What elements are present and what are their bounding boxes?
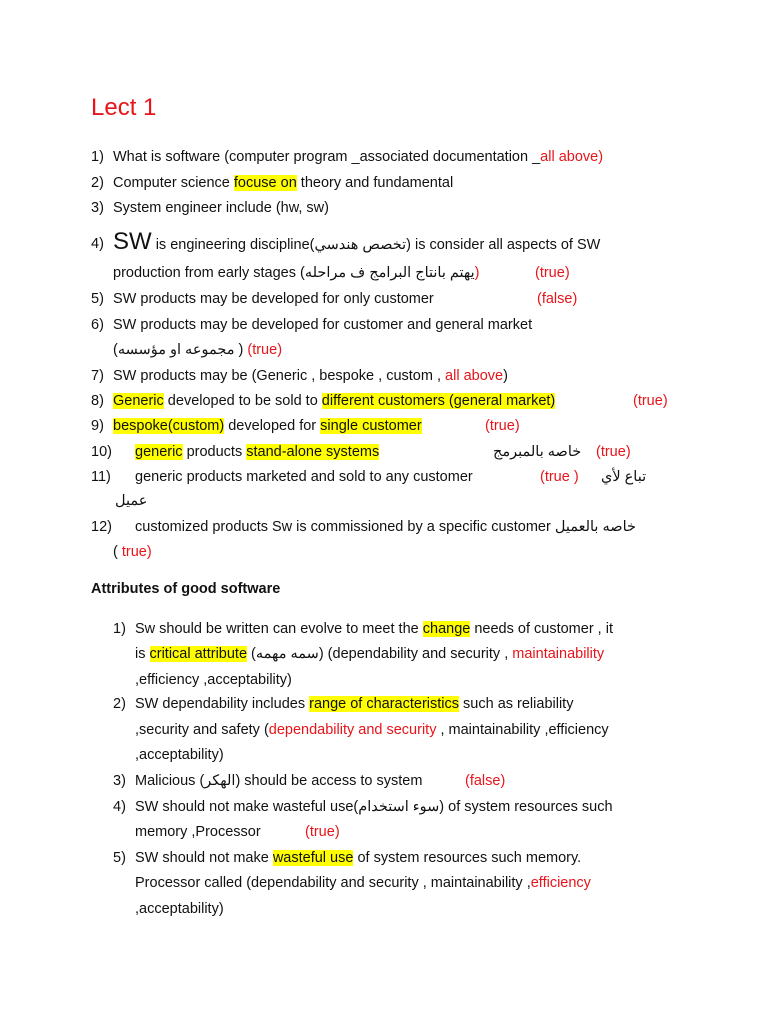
attr-item-4-cont: memory ,Processor bbox=[135, 824, 261, 840]
item-number: 4) bbox=[113, 799, 126, 815]
lect-item-9: bespoke(custom) developed for single customer bbox=[113, 418, 422, 434]
verdict: (true) bbox=[633, 393, 668, 409]
lect-item-5: SW products may be developed for only customer bbox=[113, 291, 434, 307]
lect-item-11: generic products marketed and sold to any customer bbox=[135, 469, 473, 485]
item-number: 12) bbox=[91, 519, 112, 535]
verdict: (true) bbox=[596, 444, 631, 460]
lect-item-8: Generic developed to be sold to different customers (general market) bbox=[113, 393, 556, 409]
verdict: (false) bbox=[537, 291, 578, 307]
lect-item-2: Computer science focuse on theory and fundamental bbox=[113, 175, 454, 191]
highlight: range of characteristics bbox=[309, 696, 460, 712]
highlight: change bbox=[422, 621, 471, 637]
attr-item-2-cont2: ,acceptability) bbox=[135, 747, 224, 763]
item-number: 3) bbox=[91, 200, 104, 216]
lect-item-12: customized products Sw is commissioned by a specific customer خاصه بالعميل bbox=[135, 519, 636, 535]
item-number: 6) bbox=[91, 317, 104, 333]
attr-item-2: SW dependability includes range of characteristics such as reliability bbox=[135, 696, 574, 712]
verdict: (true) bbox=[247, 342, 283, 358]
lect-item-7: SW products may be (Generic , bespoke , custom , all above) bbox=[113, 368, 508, 384]
verdict: (true) bbox=[485, 418, 520, 434]
highlight: bespoke(custom) bbox=[113, 418, 225, 434]
highlight: generic bbox=[135, 444, 183, 460]
lect-item-4: SW is engineering discipline(تخصص هندسي) is consider all aspects of SW bbox=[113, 228, 601, 255]
item-number: 1) bbox=[91, 149, 104, 165]
lect-item-10: generic products stand-alone systems bbox=[135, 444, 380, 460]
verdict: (false) bbox=[465, 773, 506, 789]
attr-item-1: Sw should be written can evolve to meet the change needs of customer , it bbox=[135, 621, 613, 637]
attr-item-5-cont2: ,acceptability) bbox=[135, 901, 224, 917]
attr-item-1-cont: is critical attribute (سمه مهمه) (dependability and security , maintainability bbox=[135, 646, 605, 662]
verdict: (true) bbox=[305, 824, 340, 840]
highlight: wasteful use bbox=[272, 850, 354, 866]
verdict: true) bbox=[121, 544, 152, 560]
attr-item-5: SW should not make wasteful use of system resources such memory. bbox=[135, 850, 582, 866]
item-number: 3) bbox=[113, 773, 126, 789]
arabic-note: خاصه بالمبرمج bbox=[493, 444, 582, 460]
item-number: 4) bbox=[91, 236, 104, 252]
item-number: 11) bbox=[91, 469, 111, 485]
highlight: different customers (general market) bbox=[321, 393, 556, 409]
item-number: 1) bbox=[113, 621, 126, 637]
attr-item-3: Malicious (الهكر) should be access to system bbox=[135, 773, 423, 789]
page-title: Lect 1 bbox=[91, 94, 157, 121]
highlight: focuse on bbox=[233, 175, 297, 191]
highlight: single customer bbox=[320, 418, 422, 434]
item-number: 2) bbox=[113, 696, 126, 712]
highlight: critical attribute bbox=[149, 646, 248, 662]
lect-item-6-cont: (مجموعه او مؤسسه ) (true) bbox=[113, 342, 283, 358]
lect-item-6: SW products may be developed for customer and general market bbox=[113, 317, 533, 333]
arabic-note: تباع لأي bbox=[601, 469, 647, 485]
item-number: 2) bbox=[91, 175, 104, 191]
verdict: (true ) bbox=[540, 469, 579, 485]
item-number: 8) bbox=[91, 393, 104, 409]
lect-item-12-cont: ( true) bbox=[113, 544, 152, 560]
lect-item-1: What is software (computer program _associated documentation _all above) bbox=[113, 149, 604, 165]
attr-item-4: SW should not make wasteful use(سوء استخدام) of system resources such bbox=[135, 799, 613, 815]
attr-item-5-cont: Processor called (dependability and security , maintainability ,efficiency bbox=[135, 875, 591, 891]
verdict: (true) bbox=[535, 265, 570, 281]
item-number: 9) bbox=[91, 418, 104, 434]
item-number: 5) bbox=[91, 291, 104, 307]
highlight: stand-alone systems bbox=[246, 444, 380, 460]
highlight: Generic bbox=[113, 393, 164, 409]
item-number: 7) bbox=[91, 368, 104, 384]
section-heading: Attributes of good software bbox=[91, 581, 281, 597]
attr-item-2-cont: ,security and safety (dependability and security , maintainability ,efficiency bbox=[135, 722, 609, 738]
item-number: 10) bbox=[91, 444, 112, 460]
arabic-note: عميل bbox=[115, 493, 148, 509]
item-number: 5) bbox=[113, 850, 126, 866]
lect-item-3: System engineer include (hw, sw) bbox=[113, 200, 329, 216]
attr-item-1-cont2: ,efficiency ,acceptability) bbox=[135, 672, 292, 688]
lect-item-4-cont: production from early stages (يهتم بانتاج البرامج ف مراحله) bbox=[113, 265, 480, 281]
